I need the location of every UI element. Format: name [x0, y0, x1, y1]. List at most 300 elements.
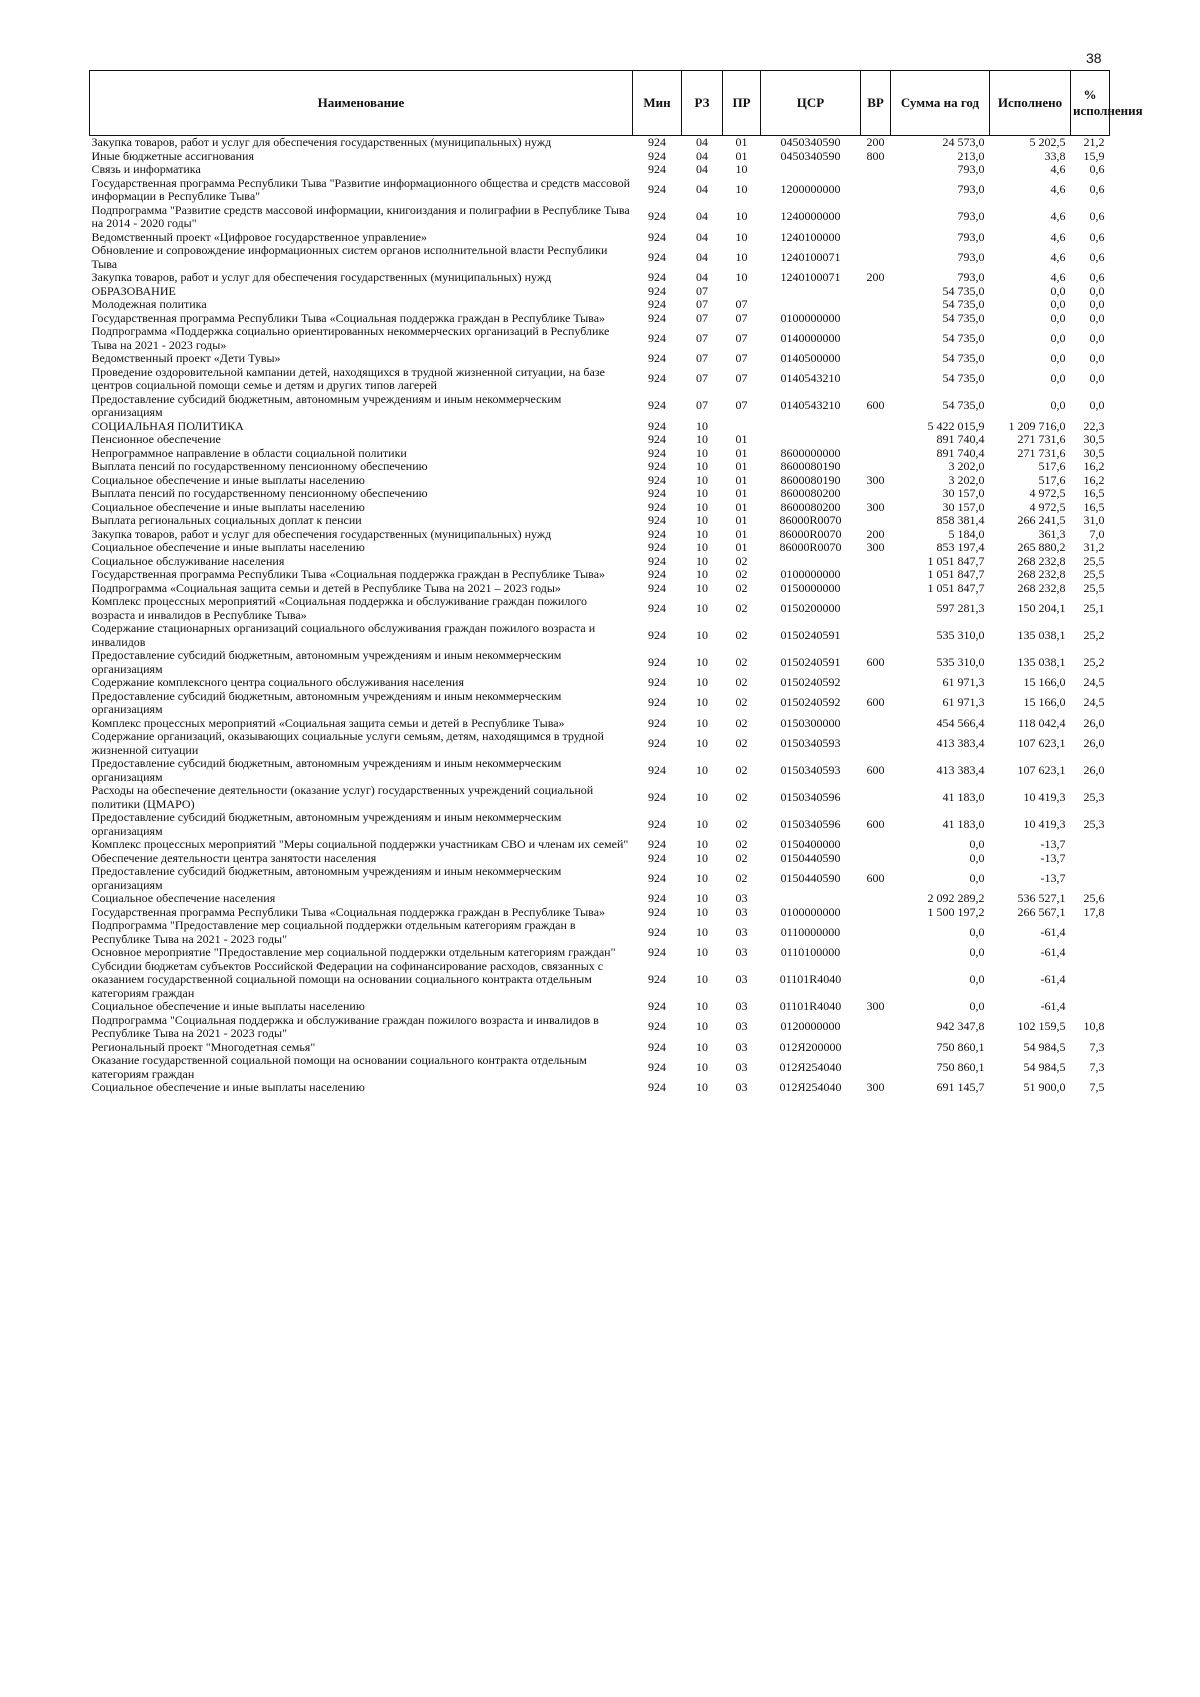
cell-rz: 10	[696, 850, 708, 865]
table-row	[90, 244, 1110, 271]
table-row	[90, 420, 1110, 434]
cell-pct: 0,6	[1089, 182, 1105, 197]
cell-name: ОБРАЗОВАНИЕ	[91, 283, 176, 298]
cell-pct	[1071, 919, 1110, 946]
cell-exec: -61,4	[1040, 999, 1066, 1013]
page-number: 38	[1086, 50, 1102, 66]
cell-pr: 03	[735, 945, 748, 959]
cell-rz: 07	[696, 283, 708, 298]
cell-pr: 02	[735, 837, 748, 851]
cell-csr: 0150440590	[780, 850, 841, 865]
cell-vr	[861, 622, 891, 649]
cell-name: Комплекс процессных мероприятий «Социальная защита семьи и детей в Республике Тыва»	[91, 715, 565, 730]
cell-sum: 793,0	[957, 229, 985, 244]
cell-sum: 793,0	[957, 162, 985, 176]
cell-name: Обновление и сопровождение информационных систем органов исполнительной власти Республики Тыва	[91, 243, 608, 271]
cell-vr	[861, 163, 891, 177]
cell-rz: 10	[696, 526, 708, 541]
cell-exec: 517,6	[1038, 459, 1066, 473]
cell-csr: 0140543210	[780, 371, 841, 386]
cell-min: 924	[648, 675, 666, 689]
cell-sum: 41 183,0	[942, 816, 985, 831]
cell-vr: 600	[866, 654, 885, 669]
cell-csr: 0110100000	[780, 945, 841, 959]
cell-pr: 01	[735, 486, 748, 500]
cell-sum: 750 860,1	[936, 1039, 985, 1054]
cell-vr	[861, 906, 891, 920]
cell-exec: 271 731,6	[1017, 432, 1066, 446]
cell-pr: 01	[735, 513, 748, 527]
cell-name: Закупка товаров, работ и услуг для обеспечения государственных (муниципальных) нужд	[91, 135, 552, 149]
cell-name: Комплекс процессных мероприятий "Меры социальной поддержки участникам СВО и членам их семей"	[91, 837, 629, 851]
table-row	[90, 514, 1110, 528]
cell-pr: 07	[735, 398, 748, 413]
cell-vr	[861, 1041, 891, 1055]
cell-vr: 300	[866, 499, 885, 514]
cell-min: 924	[648, 850, 666, 865]
cell-csr: 0100000000	[780, 310, 841, 325]
cell-csr: 012Я200000	[779, 1039, 842, 1054]
cell-pct: 0,6	[1089, 209, 1105, 224]
table-body	[90, 136, 1110, 1097]
cell-csr: 0150340593	[780, 762, 841, 777]
cell-exec: -61,4	[1040, 972, 1066, 986]
table-row	[90, 271, 1110, 285]
cell-pct: 31,2	[1083, 540, 1105, 554]
cell-vr: 300	[866, 999, 885, 1013]
cell-csr: 0450340590	[780, 135, 841, 149]
cell-vr	[861, 325, 891, 352]
cell-exec: 0,0	[1050, 398, 1066, 413]
cell-exec: 51 900,0	[1023, 1080, 1066, 1094]
table-row	[90, 285, 1110, 299]
cell-min: 924	[648, 182, 666, 197]
cell-name: Комплекс процессных мероприятий «Социальная поддержка и обслуживание граждан пожилого возраста и инвалидов в Республике Тыва»	[91, 594, 587, 622]
header-min: Мин	[633, 71, 682, 136]
table-row	[90, 717, 1110, 731]
cell-sum: 750 860,1	[936, 1059, 985, 1074]
table-row	[90, 528, 1110, 542]
cell-pct	[1071, 838, 1110, 852]
cell-csr: 0100000000	[780, 904, 841, 919]
cell-name: Социальное обслуживание населения	[91, 553, 285, 568]
cell-pct: 25,5	[1083, 580, 1105, 595]
cell-pr: 02	[735, 553, 748, 568]
cell-csr: 0150240591	[780, 627, 841, 642]
cell-csr	[761, 892, 861, 906]
cell-vr: 600	[866, 870, 885, 885]
cell-vr	[861, 784, 891, 811]
cell-csr: 0110000000	[780, 924, 841, 939]
table-row	[90, 1081, 1110, 1097]
cell-pr: 02	[735, 600, 748, 615]
cell-vr	[861, 582, 891, 596]
header-csr: ЦСР	[761, 71, 861, 136]
cell-exec: -61,4	[1040, 924, 1066, 939]
cell-vr	[861, 676, 891, 690]
cell-rz: 10	[696, 600, 708, 615]
cell-min: 924	[648, 297, 666, 311]
cell-rz: 10	[696, 972, 708, 986]
cell-rz: 10	[696, 445, 708, 460]
cell-sum: 891 740,4	[936, 432, 985, 446]
cell-min: 924	[648, 715, 666, 730]
cell-csr: 86000R0070	[779, 513, 842, 527]
cell-min: 924	[648, 432, 666, 446]
cell-pct: 0,6	[1089, 270, 1105, 284]
header-exec: Исполнено	[990, 71, 1071, 136]
cell-sum: 213,0	[957, 148, 985, 163]
cell-exec: 54 984,5	[1023, 1039, 1066, 1054]
cell-min: 924	[648, 999, 666, 1013]
cell-csr	[761, 163, 861, 177]
cell-min: 924	[648, 580, 666, 595]
table-row	[90, 595, 1110, 622]
cell-exec: 4 972,5	[1029, 499, 1066, 514]
table-row	[90, 312, 1110, 326]
cell-sum: 0,0	[969, 972, 985, 986]
cell-pct	[1071, 946, 1110, 960]
header-vr: ВР	[861, 71, 891, 136]
cell-pr: 03	[735, 1059, 748, 1074]
cell-vr	[861, 460, 891, 474]
cell-pct: 15,9	[1083, 148, 1105, 163]
cell-exec: -13,7	[1040, 850, 1066, 865]
cell-min: 924	[648, 270, 666, 284]
cell-exec: 118 042,4	[1017, 715, 1066, 730]
header-rz: РЗ	[682, 71, 723, 136]
cell-vr: 300	[866, 540, 885, 554]
table-row	[90, 474, 1110, 488]
cell-sum: 1 051 847,7	[927, 553, 985, 568]
table-row	[90, 1041, 1110, 1055]
cell-exec: 4 972,5	[1029, 486, 1066, 500]
cell-pct: 0,0	[1089, 297, 1105, 311]
cell-pct: 25,2	[1083, 654, 1105, 669]
cell-name: Социальное обеспечение и иные выплаты населению	[91, 999, 365, 1013]
cell-min: 924	[648, 1039, 666, 1054]
cell-csr: 86000R0070	[779, 540, 842, 554]
cell-name: Иные бюджетные ассигнования	[91, 148, 254, 163]
cell-sum: 61 971,3	[942, 695, 985, 710]
cell-sum: 54 735,0	[942, 330, 985, 345]
cell-csr	[761, 298, 861, 312]
cell-exec: 15 166,0	[1023, 695, 1066, 710]
cell-name: Проведение оздоровительной кампании детей, находящихся в трудной жизненной ситуации, на базе центров социальной помощи семье и детям и других типов лагерей	[91, 364, 605, 392]
cell-exec: 150 204,1	[1017, 600, 1066, 615]
table-row	[90, 852, 1110, 866]
cell-pct: 7,0	[1089, 526, 1105, 541]
cell-name: Подпрограмма "Социальная поддержка и обслуживание граждан пожилого возраста и инвалидов в Республике Тыва на 2021 - 2023 годы"	[91, 1012, 599, 1040]
table-row	[90, 204, 1110, 231]
cell-sum: 0,0	[969, 837, 985, 851]
cell-min: 924	[648, 540, 666, 554]
cell-pr: 02	[735, 580, 748, 595]
cell-vr: 300	[866, 1080, 885, 1094]
cell-pr: 10	[735, 229, 748, 244]
cell-sum: 0,0	[969, 850, 985, 865]
cell-exec: 268 232,8	[1017, 580, 1066, 595]
cell-pr	[723, 420, 761, 434]
cell-csr: 0150000000	[780, 580, 841, 595]
cell-csr: 0150440590	[780, 870, 841, 885]
table-row	[90, 919, 1110, 946]
cell-min: 924	[648, 891, 666, 905]
cell-exec: 0,0	[1050, 351, 1066, 365]
cell-pct: 0,0	[1089, 283, 1105, 298]
cell-vr	[861, 555, 891, 569]
cell-pr: 02	[735, 735, 748, 750]
cell-sum: 41 183,0	[942, 789, 985, 804]
cell-csr: 0150340596	[780, 789, 841, 804]
cell-pr: 02	[735, 816, 748, 831]
cell-exec: 0,0	[1050, 310, 1066, 325]
cell-csr: 0150240592	[780, 695, 841, 710]
cell-rz: 10	[696, 567, 708, 581]
cell-sum: 5 422 015,9	[927, 418, 985, 433]
cell-sum: 1 051 847,7	[927, 567, 985, 581]
cell-pct	[1071, 852, 1110, 866]
cell-pr: 03	[735, 1080, 748, 1094]
cell-min: 924	[648, 162, 666, 176]
cell-min: 924	[648, 148, 666, 163]
cell-exec: 268 232,8	[1017, 553, 1066, 568]
cell-pr: 02	[735, 715, 748, 730]
cell-sum: 793,0	[957, 209, 985, 224]
cell-csr: 0100000000	[780, 567, 841, 581]
cell-sum: 858 381,4	[936, 513, 985, 527]
cell-min: 924	[648, 870, 666, 885]
cell-min: 924	[648, 283, 666, 298]
cell-name: Предоставление субсидий бюджетным, автономным учреждениям и иным некоммерческим организациям	[91, 810, 562, 838]
cell-pr: 10	[735, 249, 748, 264]
cell-exec: 0,0	[1050, 283, 1066, 298]
cell-pct: 17,8	[1083, 904, 1105, 919]
cell-vr	[861, 730, 891, 757]
cell-csr: 0150340596	[780, 816, 841, 831]
cell-vr: 200	[866, 270, 885, 284]
header-pr: ПР	[723, 71, 761, 136]
cell-rz: 10	[696, 870, 708, 885]
cell-name: Государственная программа Республики Тыва «Социальная поддержка граждан в Республике Тыва»	[91, 904, 606, 919]
cell-exec: 265 880,2	[1017, 540, 1066, 554]
cell-pct: 26,0	[1083, 762, 1105, 777]
cell-pr: 01	[735, 540, 748, 554]
cell-vr	[861, 487, 891, 501]
cell-pct: 31,0	[1083, 513, 1105, 527]
cell-name: Основное мероприятие "Предоставление мер социальной поддержки отдельным категориям граждан"	[91, 945, 616, 959]
table-row	[90, 298, 1110, 312]
cell-pct: 30,5	[1083, 445, 1105, 460]
cell-vr	[861, 285, 891, 299]
cell-pct: 25,5	[1083, 553, 1105, 568]
cell-name: Предоставление субсидий бюджетным, автономным учреждениям и иным некоммерческим организациям	[91, 648, 562, 676]
cell-rz: 07	[696, 398, 708, 413]
cell-exec: 10 419,3	[1023, 816, 1066, 831]
cell-exec: 4,6	[1050, 270, 1066, 284]
cell-name: Молодежная политика	[91, 297, 207, 311]
cell-pct	[1071, 960, 1110, 1001]
cell-rz: 04	[696, 209, 708, 224]
cell-rz: 04	[696, 148, 708, 163]
cell-pr: 07	[735, 330, 748, 345]
table-row	[90, 838, 1110, 852]
cell-pr: 07	[735, 310, 748, 325]
cell-vr	[861, 892, 891, 906]
cell-csr	[761, 420, 861, 434]
cell-exec: 15 166,0	[1023, 675, 1066, 689]
cell-rz: 10	[696, 472, 708, 487]
cell-sum: 793,0	[957, 182, 985, 197]
cell-pr: 03	[735, 924, 748, 939]
cell-sum: 535 310,0	[936, 627, 985, 642]
cell-pr: 03	[735, 891, 748, 905]
cell-exec: 107 623,1	[1017, 762, 1066, 777]
cell-name: Оказание государственной социальной помощи на основании социального контракта отдельным категориям граждан	[91, 1053, 587, 1081]
cell-csr: 86000R0070	[779, 526, 842, 541]
cell-rz: 07	[696, 330, 708, 345]
cell-exec: 4,6	[1050, 182, 1066, 197]
cell-csr: 0450340590	[780, 148, 841, 163]
cell-csr: 01101R4040	[779, 972, 842, 986]
table-row	[90, 177, 1110, 204]
cell-pct: 30,5	[1083, 432, 1105, 446]
cell-exec: 135 038,1	[1017, 627, 1066, 642]
cell-pr: 02	[735, 627, 748, 642]
cell-vr: 800	[866, 148, 885, 163]
cell-name: Содержание организаций, оказывающих социальные услуги семьям, детям, находящимся в трудной жизненной ситуации	[91, 729, 604, 757]
cell-pr: 07	[735, 297, 748, 311]
cell-exec: 102 159,5	[1017, 1019, 1066, 1034]
cell-csr: 012Я254040	[779, 1059, 842, 1074]
cell-pr: 10	[735, 182, 748, 197]
cell-exec: 135 038,1	[1017, 654, 1066, 669]
cell-min: 924	[648, 762, 666, 777]
cell-vr	[861, 312, 891, 326]
cell-exec: 10 419,3	[1023, 789, 1066, 804]
cell-pct: 22,3	[1083, 418, 1105, 433]
table-row	[90, 555, 1110, 569]
cell-pr: 02	[735, 789, 748, 804]
cell-csr: 0150340593	[780, 735, 841, 750]
cell-rz: 10	[696, 904, 708, 919]
cell-sum: 535 310,0	[936, 654, 985, 669]
cell-name: Пенсионное обеспечение	[91, 432, 221, 446]
table-row	[90, 150, 1110, 164]
cell-min: 924	[648, 418, 666, 433]
cell-pr: 03	[735, 999, 748, 1013]
cell-min: 924	[648, 499, 666, 514]
cell-pr: 10	[735, 162, 748, 176]
cell-sum: 30 157,0	[942, 486, 985, 500]
cell-sum: 0,0	[969, 924, 985, 939]
cell-pr: 01	[735, 459, 748, 473]
cell-sum: 54 735,0	[942, 351, 985, 365]
cell-sum: 54 735,0	[942, 283, 985, 298]
cell-pr: 03	[735, 904, 748, 919]
cell-name: Социальное обеспечение и иные выплаты населению	[91, 499, 365, 514]
table-row	[90, 784, 1110, 811]
table-row	[90, 1054, 1110, 1081]
cell-rz: 10	[696, 1019, 708, 1034]
cell-rz: 04	[696, 229, 708, 244]
cell-rz: 10	[696, 418, 708, 433]
cell-sum: 61 971,3	[942, 675, 985, 689]
cell-pct: 25,3	[1083, 816, 1105, 831]
cell-pct: 25,3	[1083, 789, 1105, 804]
cell-csr: 0150400000	[780, 837, 841, 851]
cell-sum: 30 157,0	[942, 499, 985, 514]
cell-name: Закупка товаров, работ и услуг для обеспечения государственных (муниципальных) нужд	[91, 526, 552, 541]
cell-rz: 10	[696, 695, 708, 710]
cell-sum: 24 573,0	[942, 135, 985, 149]
cell-pr: 02	[735, 675, 748, 689]
cell-name: Государственная программа Республики Тыва «Социальная поддержка граждан в Республике Тыва»	[91, 310, 606, 325]
cell-pct: 0,0	[1089, 398, 1105, 413]
cell-pct: 25,5	[1083, 567, 1105, 581]
cell-rz: 10	[696, 1080, 708, 1094]
cell-csr: 8600080200	[780, 499, 841, 514]
cell-pct: 25,2	[1083, 627, 1105, 642]
cell-rz: 10	[696, 999, 708, 1013]
cell-rz: 10	[696, 1039, 708, 1054]
cell-min: 924	[648, 924, 666, 939]
cell-min: 924	[648, 789, 666, 804]
cell-vr: 600	[866, 816, 885, 831]
cell-exec: 266 241,5	[1017, 513, 1066, 527]
cell-pct: 24,5	[1083, 695, 1105, 710]
cell-csr: 1200000000	[780, 182, 841, 197]
cell-rz: 10	[696, 499, 708, 514]
table-row	[90, 433, 1110, 447]
cell-rz: 07	[696, 310, 708, 325]
cell-pct: 0,6	[1089, 249, 1105, 264]
cell-sum: 0,0	[969, 945, 985, 959]
cell-min: 924	[648, 553, 666, 568]
cell-pct: 0,0	[1089, 351, 1105, 365]
table-row	[90, 136, 1110, 150]
cell-sum: 1 051 847,7	[927, 580, 985, 595]
cell-name: Подпрограмма "Предоставление мер социальной поддержки отдельным категориям граждан в Республике Тыва на 2021 - 2023 годы"	[91, 918, 576, 946]
cell-vr	[861, 919, 891, 946]
cell-name: Предоставление субсидий бюджетным, автономным учреждениям и иным некоммерческим организациям	[91, 756, 562, 784]
header-name: Наименование	[90, 71, 633, 136]
cell-pr: 07	[735, 371, 748, 386]
cell-sum: 793,0	[957, 249, 985, 264]
cell-vr	[861, 420, 891, 434]
cell-pr: 01	[735, 445, 748, 460]
table-row	[90, 730, 1110, 757]
table-row	[90, 447, 1110, 461]
cell-csr: 8600080200	[780, 486, 841, 500]
cell-min: 924	[648, 351, 666, 365]
cell-name: Непрограммное направление в области социальной политики	[91, 445, 407, 460]
cell-csr	[761, 555, 861, 569]
cell-exec: 4,6	[1050, 162, 1066, 176]
cell-pct: 16,5	[1083, 499, 1105, 514]
cell-sum: 54 735,0	[942, 310, 985, 325]
cell-csr: 8600080190	[780, 472, 841, 487]
cell-min: 924	[648, 513, 666, 527]
cell-sum: 54 735,0	[942, 297, 985, 311]
cell-rz: 10	[696, 945, 708, 959]
cell-vr	[861, 852, 891, 866]
cell-rz: 10	[696, 627, 708, 642]
cell-pct: 26,0	[1083, 735, 1105, 750]
cell-rz: 10	[696, 580, 708, 595]
cell-vr	[861, 717, 891, 731]
cell-pr: 01	[735, 432, 748, 446]
